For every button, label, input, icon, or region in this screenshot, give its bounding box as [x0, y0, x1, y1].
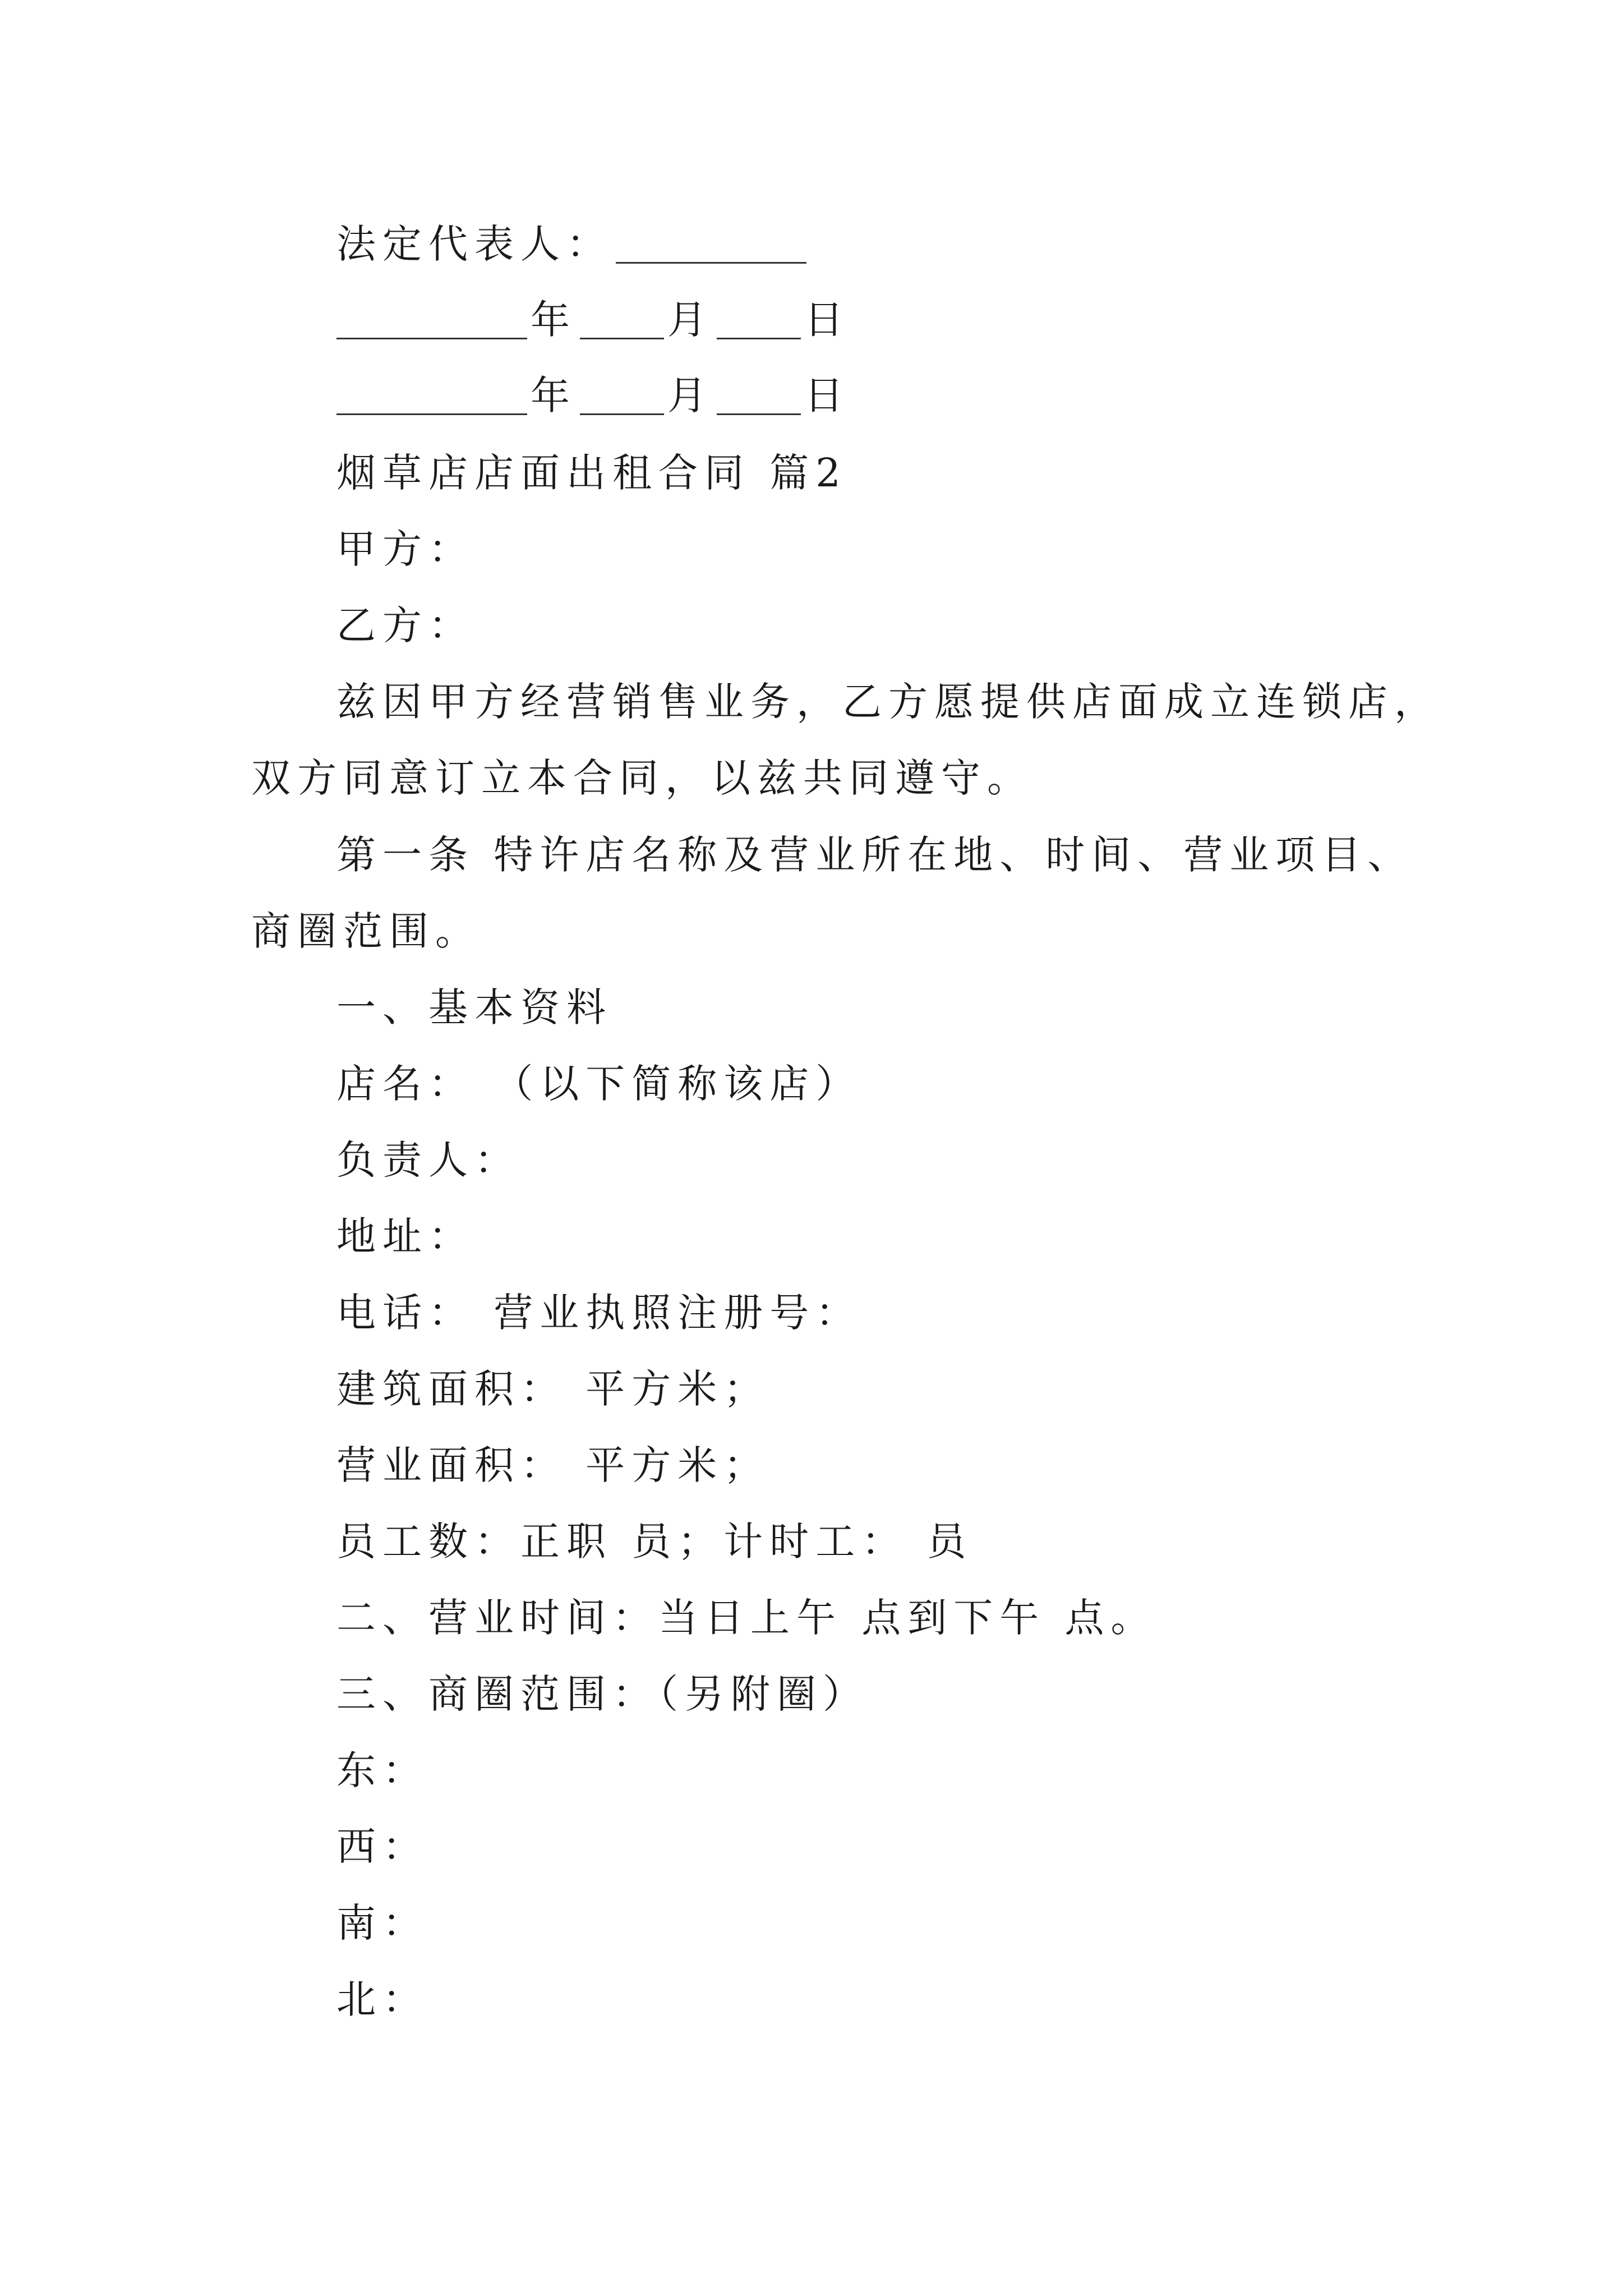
west-field: 西：	[336, 1824, 428, 1870]
date-line-1	[336, 297, 850, 343]
year-blank	[336, 304, 527, 339]
representative-label: 法定代表人：	[336, 221, 612, 267]
preamble-line-1: 兹因甲方经营销售业务，乙方愿提供店面成立连锁店，	[336, 679, 1440, 725]
day-label: 日	[804, 297, 850, 343]
north-field: 北：	[336, 1976, 428, 2022]
party-a: 甲方：	[336, 526, 474, 572]
year-label: 年	[531, 372, 577, 418]
contract-title: 烟草店店面出租合同 篇2	[336, 450, 847, 496]
year-blank	[336, 380, 527, 415]
month-label: 月	[667, 297, 713, 343]
party-b: 乙方：	[336, 602, 474, 648]
address-field: 地址：	[336, 1213, 474, 1259]
month-blank	[580, 304, 664, 339]
preamble-line-2: 双方同意订立本合同，以兹共同遵守。	[251, 755, 1033, 801]
day-label: 日	[804, 372, 850, 418]
store-name-field: 店名： （以下简称该店）	[336, 1061, 862, 1107]
day-blank	[717, 380, 801, 415]
east-field: 东：	[336, 1747, 428, 1793]
section-3-area: 三、商圈范围：（另附圈）	[336, 1671, 869, 1717]
phone-field: 电话： 营业执照注册号：	[336, 1290, 862, 1336]
year-label: 年	[531, 297, 577, 343]
article-1-line-1: 第一条 特许店名称及营业所在地、时间、营业项目、	[336, 832, 1414, 878]
month-blank	[580, 380, 664, 415]
day-blank	[717, 304, 801, 339]
staff-field: 员工数：正职 员；计时工： 员	[336, 1519, 973, 1565]
section-1-heading: 一、基本资料	[336, 984, 612, 1030]
representative-line	[336, 221, 810, 267]
representative-blank	[616, 228, 806, 264]
business-area-field: 营业面积： 平方米；	[336, 1442, 770, 1488]
date-line-2	[336, 372, 850, 418]
south-field: 南：	[336, 1900, 428, 1946]
section-2-hours: 二、营业时间：当日上午 点到下午 点。	[336, 1595, 1157, 1641]
building-area-field: 建筑面积： 平方米；	[336, 1366, 770, 1412]
manager-field: 负责人：	[336, 1137, 520, 1183]
article-1-line-2: 商圈范围。	[251, 908, 481, 954]
month-label: 月	[667, 372, 713, 418]
